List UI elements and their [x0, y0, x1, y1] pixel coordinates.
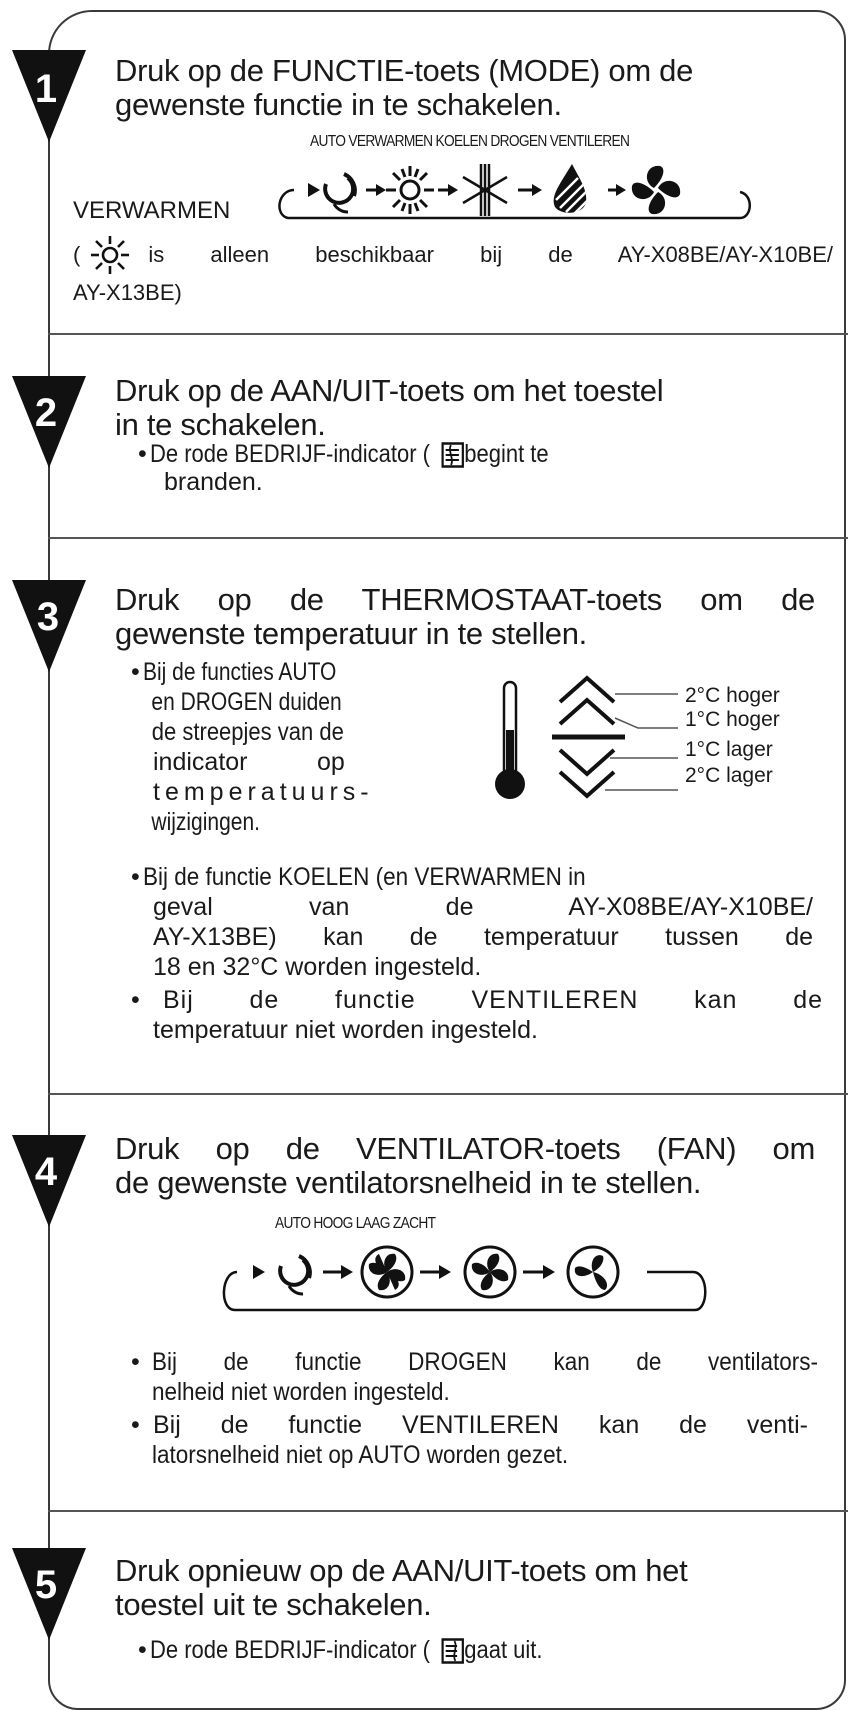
svg-text:4: 4: [34, 1150, 58, 1194]
label-1c-lower: 1°C lager: [685, 738, 773, 761]
fan-icon: [632, 166, 680, 214]
step-5-badge: [12, 1540, 86, 1640]
step-3-bullet-2: • Bij de functie KOELEN (en VERWARMEN in geval van de AY-X08BE/AY-X10BE/ AY-X13BE) kan de temperatuur tussen de 18 en 32°C worden ingesteld.: [131, 863, 813, 981]
droplet-icon: [554, 164, 588, 214]
operation-indicator-icon: [441, 1638, 464, 1664]
step-3-badge: [12, 572, 86, 672]
thermometer-icon: [495, 682, 525, 799]
snowflake-icon: [463, 164, 507, 216]
step-4-badge: [12, 1127, 86, 1227]
chevron-down-1-icon: [560, 750, 614, 774]
section-divider: [48, 333, 848, 335]
sun-icon: [90, 235, 130, 275]
section-divider: [48, 1093, 848, 1095]
step-3-bullet-3: • Bij de functie VENTILEREN kan de temperatuur niet worden ingesteld.: [131, 986, 823, 1044]
auto-icon: [280, 1256, 310, 1294]
fan-soft-icon: [568, 1247, 618, 1297]
label-1c-higher: 1°C hoger: [685, 708, 780, 731]
step-2-bullet: • De rode BEDRIJF-indicator ( begint te branden.: [138, 440, 549, 497]
svg-text:3: 3: [36, 595, 60, 639]
section-divider: [48, 537, 848, 539]
sun-icon: [386, 166, 434, 214]
step-1-heading: Druk op de FUNCTIE-toets (MODE) om de gewenste functie in te schakelen.: [115, 53, 694, 122]
step-4-bullet-1: • Bij de functie DROGEN kan de ventilators- nelheid niet worden ingesteld.: [131, 1348, 818, 1406]
step-number: 1: [34, 67, 58, 111]
operation-indicator-icon: [441, 442, 464, 468]
step-2-badge: [12, 368, 86, 468]
mode-cycle-diagram: [270, 155, 770, 230]
fan-high-icon: [362, 1247, 412, 1297]
mode-labels: AUTO VERWARMEN KOELEN DROGEN VENTILEREN: [310, 133, 630, 150]
step-2-heading: Druk op de AAN/UIT-toets om het toestel in te schakelen.: [115, 373, 664, 442]
verwarmen-label: VERWARMEN: [73, 197, 231, 224]
label-2c-lower: 2°C lager: [685, 764, 773, 787]
section-divider: [48, 1510, 848, 1512]
step-1-badge: [12, 42, 86, 142]
temperature-diagram: [480, 672, 820, 812]
step-4-heading: Druk op de VENTILATOR-toets (FAN) om de gewenste ventilatorsnelheid in te stellen.: [115, 1131, 815, 1200]
step-5-bullet: • De rode BEDRIJF-indicator ( gaat uit.: [138, 1636, 543, 1664]
svg-text:5: 5: [34, 1563, 58, 1607]
fan-speed-cycle-diagram: [215, 1238, 715, 1318]
fan-low-icon: [465, 1247, 515, 1297]
auto-icon: [325, 174, 355, 212]
step-1-note: ( is alleen beschikbaar bij de AY-X08BE/AY-X10BE/ AY-X13BE): [73, 235, 833, 311]
step-3-bullet-1: • Bij de functies AUTO en DROGEN duiden de streepjes van de indicator op temperatuurs- wijzigingen.: [131, 658, 374, 836]
fan-speed-labels: AUTO HOOG LAAG ZACHT: [275, 1215, 436, 1232]
step-4-bullet-2: • Bij de functie VENTILEREN kan de venti- latorsnelheid niet op AUTO worden gezet.: [131, 1411, 808, 1469]
step-3-heading: Druk op de THERMOSTAAT-toets om de gewenste temperatuur in te stellen.: [115, 582, 815, 651]
svg-text:2: 2: [34, 391, 58, 435]
chevron-up-1-icon: [560, 700, 614, 724]
label-2c-higher: 2°C hoger: [685, 684, 780, 707]
step-5-heading: Druk opnieuw op de AAN/UIT-toets om het toestel uit te schakelen.: [115, 1553, 688, 1622]
